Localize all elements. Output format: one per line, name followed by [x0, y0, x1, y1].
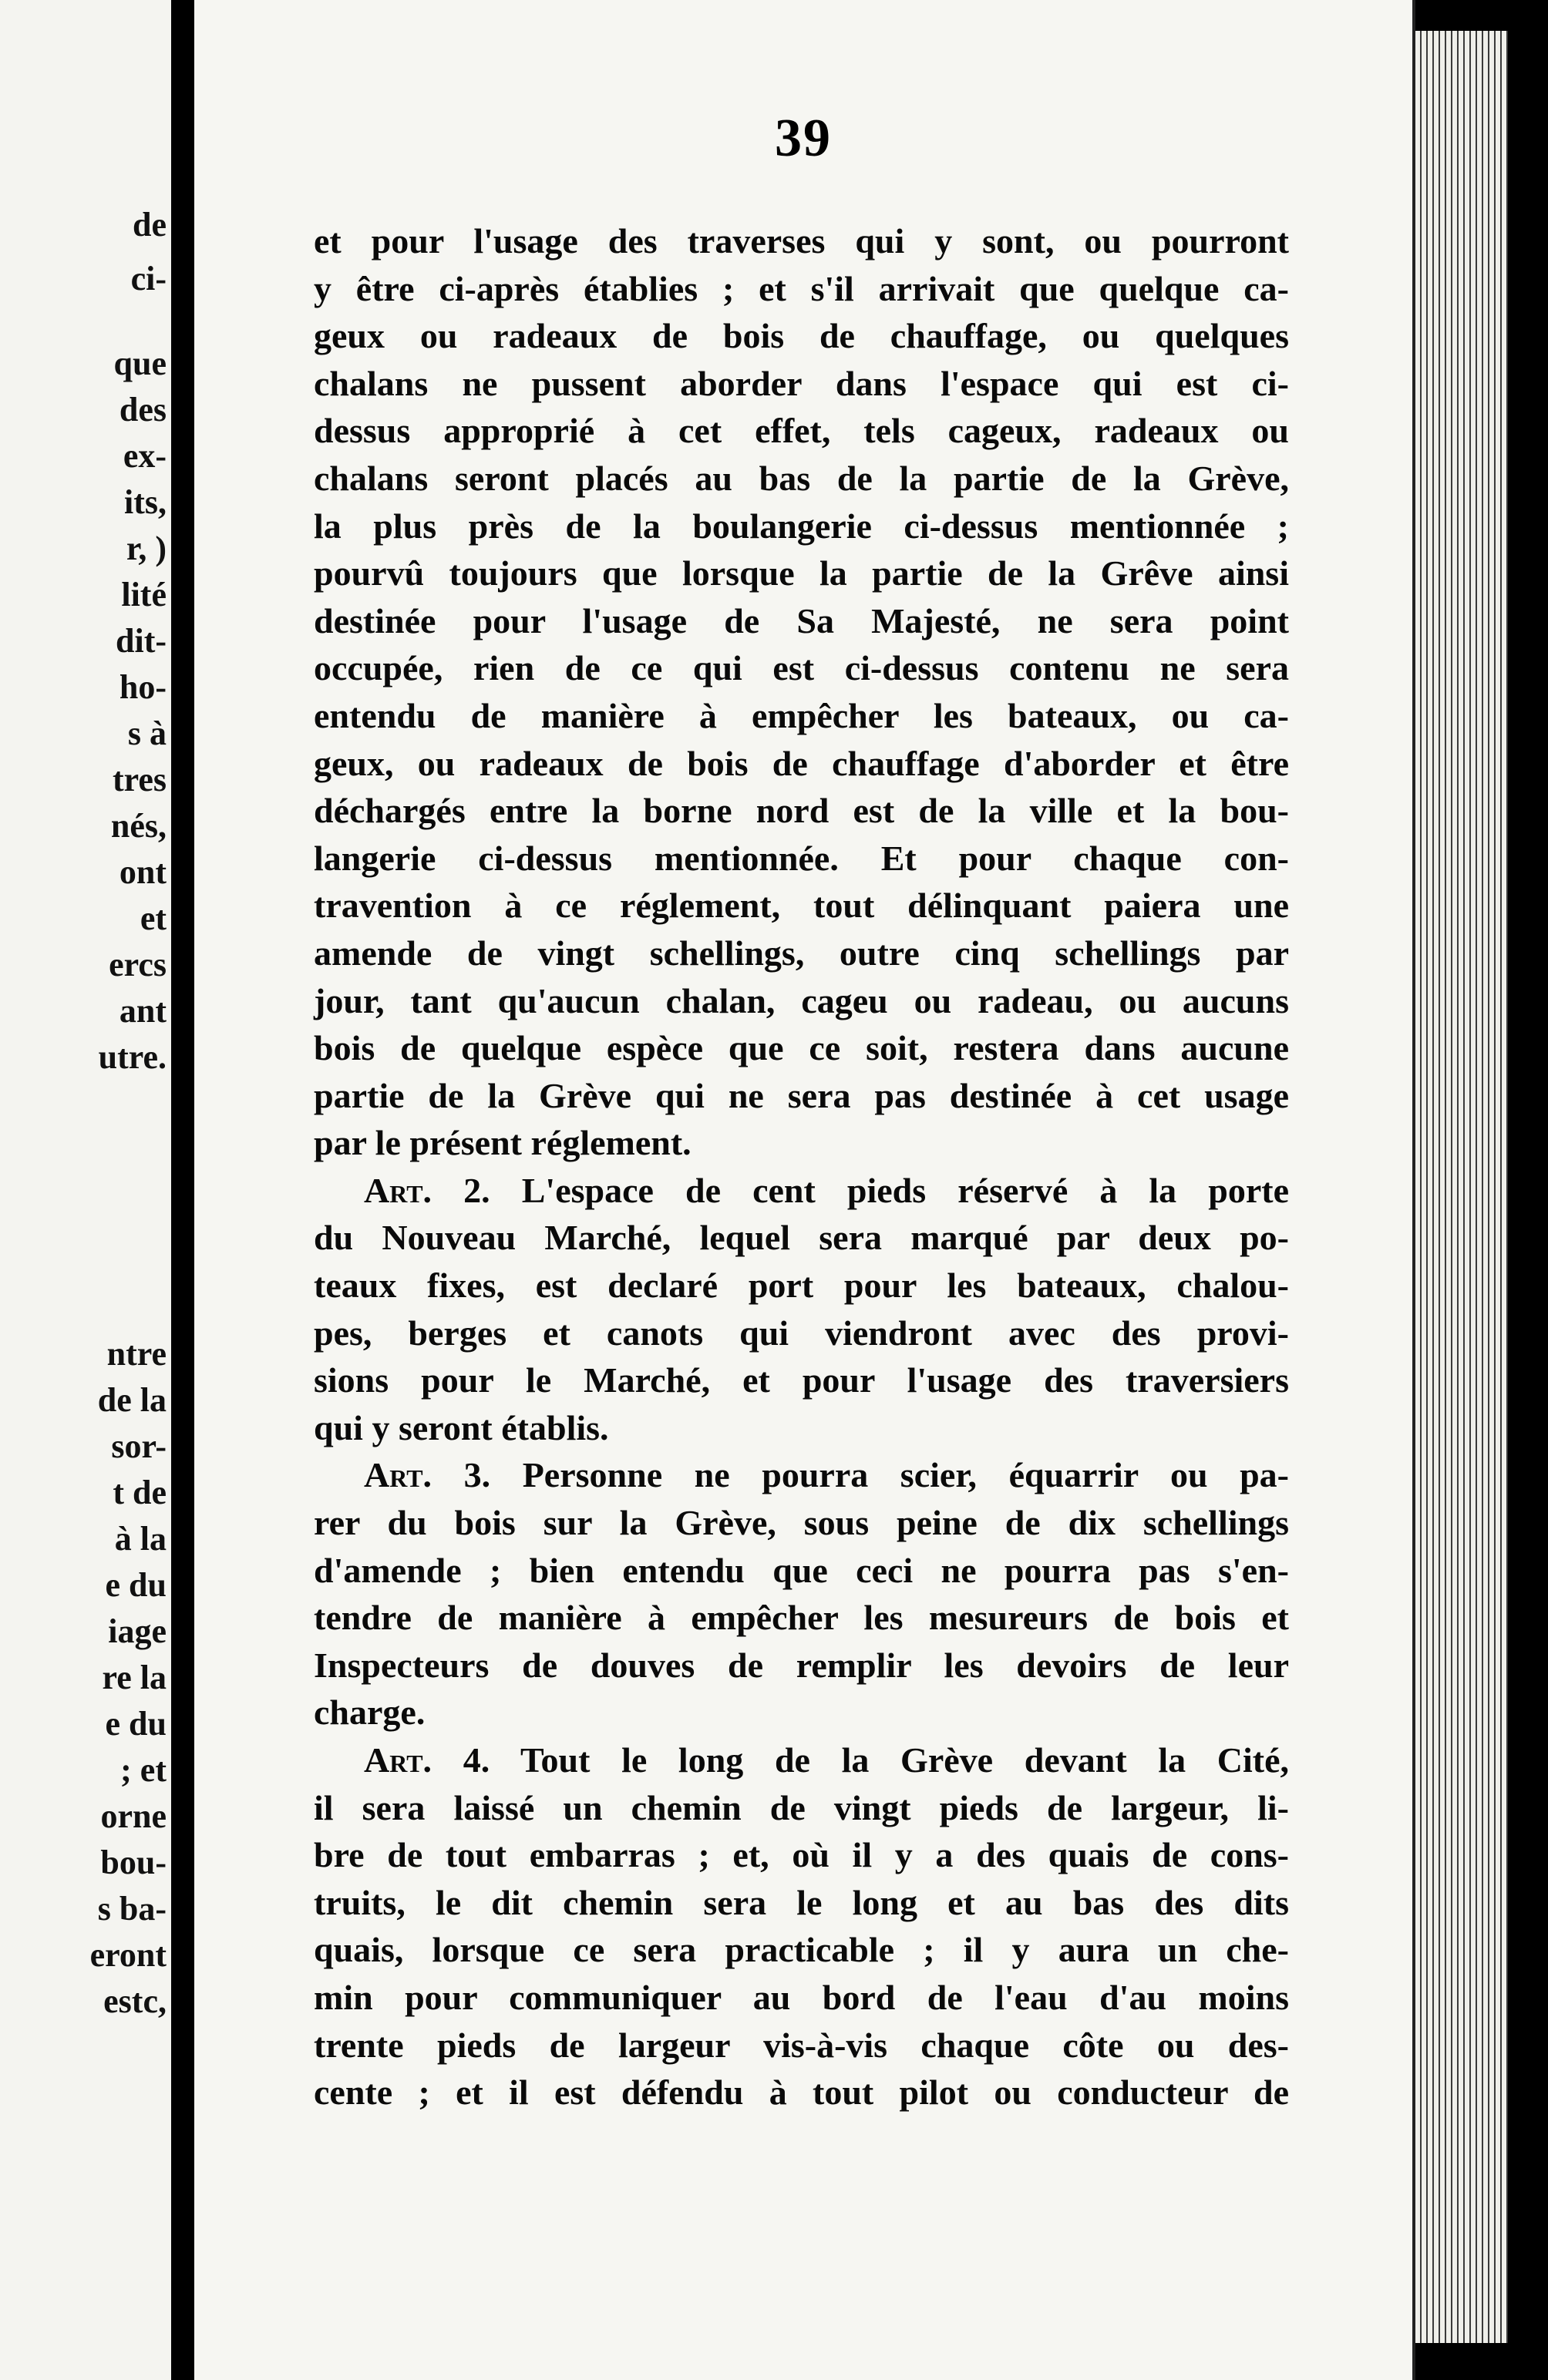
article-label: Art.	[364, 1740, 432, 1780]
left-page-fragment: dit-	[116, 622, 167, 660]
text-line: rer du bois sur la Grève, sous peine de dix schellings	[314, 1503, 1289, 1543]
text-line: occupée, rien de ce qui est ci-dessus contenu ne sera	[314, 648, 1289, 688]
text-line: cente ; et il est défendu à tout pilot ou conducteur de	[314, 2072, 1289, 2113]
text-line: déchargés entre la borne nord est de la ville et la bou-	[314, 791, 1289, 831]
text-line: qui y seront établis.	[314, 1407, 609, 1447]
text-line: pes, berges et canots qui viendront avec des provi-	[314, 1313, 1289, 1353]
text-line: bre de tout embarras ; et, où il y a des quais de cons-	[314, 1835, 1289, 1875]
text-line: geux, ou radeaux de bois de chauffage d'aborder et être	[314, 743, 1289, 783]
text-line: bois de quelque espèce que ce soit, restera dans aucune	[314, 1028, 1289, 1068]
article-label: Art.	[364, 1455, 432, 1495]
left-page-fragment: ; et	[120, 1751, 167, 1789]
book-page	[194, 0, 1415, 2380]
text-line: du Nouveau Marché, lequel sera marqué par deux po-	[314, 1218, 1289, 1258]
text-line: il sera laissé un chemin de vingt pieds de largeur, li-	[314, 1787, 1289, 1827]
left-page-fragment: lité	[121, 576, 167, 613]
text-line: d'amende ; bien entendu que ceci ne pourra pas s'en-	[314, 1550, 1289, 1590]
text-line: trente pieds de largeur vis-à-vis chaque côte ou des-	[314, 2025, 1289, 2065]
left-page-fragment: ho-	[119, 668, 167, 706]
left-facing-page	[0, 0, 171, 2380]
left-page-fragment: estc,	[103, 1982, 167, 2020]
text-line: destinée pour l'usage de Sa Majesté, ne sera point	[314, 600, 1289, 640]
text-line: la plus près de la boulangerie ci-dessus mentionnée ;	[314, 506, 1289, 546]
text-line: partie de la Grève qui ne sera pas destinée à cet usage	[314, 1075, 1289, 1115]
left-page-fragment: re la	[102, 1659, 167, 1696]
left-page-fragment: e du	[105, 1566, 167, 1604]
left-page-fragment: des	[119, 391, 167, 429]
text-line: charge.	[314, 1693, 426, 1733]
page-number: 39	[775, 109, 832, 168]
text-line: entendu de manière à empêcher les bateaux, ou ca-	[314, 695, 1289, 735]
left-page-fragment: de la	[97, 1381, 167, 1419]
left-page-fragment: ant	[119, 992, 167, 1030]
left-page-fragment: tres	[112, 761, 167, 798]
left-page-fragment: eront	[89, 1936, 167, 1974]
left-page-fragment: de	[133, 206, 167, 244]
text-line: min pour communiquer au bord de l'eau d'au moins	[314, 1977, 1289, 2017]
text-line: truits, le dit chemin sera le long et au bas des dits	[314, 1882, 1289, 1922]
left-page-fragment: e du	[105, 1705, 167, 1743]
text-line: dessus approprié à cet effet, tels cageux, radeaux ou	[314, 411, 1289, 451]
left-page-fragment: et	[140, 899, 167, 937]
left-page-fragment: t de	[113, 1474, 167, 1511]
left-page-fragment: s à	[127, 714, 167, 752]
left-page-line-fragments	[0, 0, 171, 2380]
text-line: pourvû toujours que lorsque la partie de la Grêve ainsi	[314, 553, 1289, 593]
body-text	[314, 217, 1289, 2116]
text-line: y être ci-après établies ; et s'il arrivait que quelque ca-	[314, 268, 1289, 308]
page-gutter	[171, 0, 194, 2380]
left-page-fragment: bou-	[100, 1844, 167, 1881]
left-page-fragment: ont	[119, 853, 167, 891]
text-line: Inspecteurs de douves de remplir les devoirs de leur	[314, 1645, 1289, 1685]
left-page-fragment: its,	[124, 483, 167, 521]
line-text: 2. L'espace de cent pieds réservé à la porte	[432, 1170, 1289, 1210]
text-line: et pour l'usage des traverses qui y sont, ou pourront	[314, 221, 1289, 261]
left-page-fragment: sor-	[111, 1427, 167, 1465]
text-line: sions pour le Marché, et pour l'usage des traversiers	[314, 1360, 1289, 1400]
line-text: 3. Personne ne pourra scier, équarrir ou pa-	[432, 1455, 1289, 1495]
left-page-fragment: orne	[100, 1797, 167, 1835]
text-line: chalans ne pussent aborder dans l'espace qui est ci-	[314, 363, 1289, 403]
left-page-fragment: que	[113, 345, 167, 382]
text-line: chalans seront placés au bas de la partie de la Grève,	[314, 458, 1289, 498]
text-line	[314, 1451, 1289, 1499]
left-page-fragment: ntre	[106, 1335, 167, 1373]
text-line: quais, lorsque ce sera practicable ; il y aura un che-	[314, 1930, 1289, 1970]
text-line: teaux fixes, est declaré port pour les bateaux, chalou-	[314, 1266, 1289, 1306]
left-page-fragment: ci-	[130, 260, 167, 298]
text-line: travention à ce réglement, tout délinquant paiera une	[314, 886, 1289, 926]
left-page-fragment: r, )	[126, 529, 167, 567]
text-line	[314, 1167, 1289, 1215]
text-line: geux ou radeaux de bois de chauffage, ou quelques	[314, 316, 1289, 356]
book-edge-shadow	[1508, 0, 1548, 2380]
left-page-fragment: ercs	[109, 946, 167, 983]
article-label: Art.	[364, 1170, 432, 1210]
text-line	[314, 1736, 1289, 1784]
left-page-fragment: à la	[114, 1520, 167, 1558]
line-text: 4. Tout le long de la Grève devant la Cité,	[432, 1740, 1289, 1780]
left-page-fragment: utre.	[98, 1038, 167, 1076]
left-page-fragment: s ba-	[97, 1890, 167, 1928]
text-line: langerie ci-dessus mentionnée. Et pour chaque con-	[314, 838, 1289, 878]
stacked-page-edges	[1415, 31, 1508, 2343]
text-line: jour, tant qu'aucun chalan, cageu ou radeau, ou aucuns	[314, 980, 1289, 1020]
left-page-fragment: iage	[108, 1612, 167, 1650]
left-page-fragment: nés,	[110, 807, 167, 845]
left-page-fragment: ex-	[123, 437, 167, 475]
text-line: amende de vingt schellings, outre cinq schellings par	[314, 933, 1289, 973]
text-line: tendre de manière à empêcher les mesureurs de bois et	[314, 1598, 1289, 1638]
text-line: par le présent réglement.	[314, 1123, 692, 1163]
